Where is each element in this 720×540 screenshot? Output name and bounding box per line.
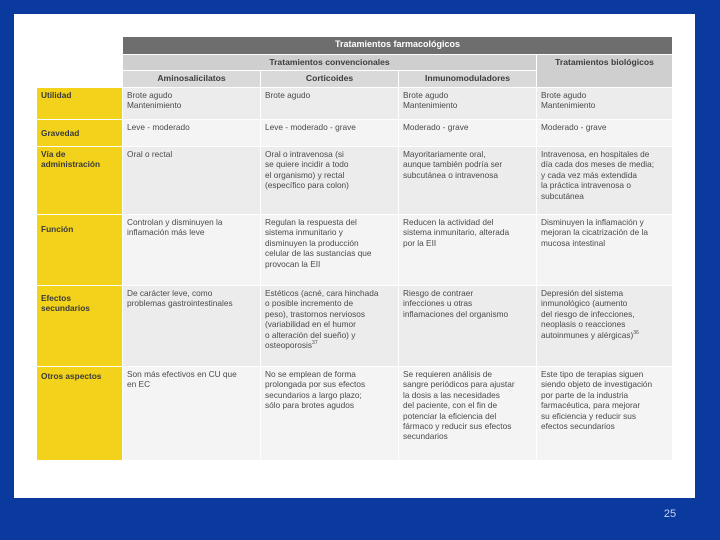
table-cell: De carácter leve, como problemas gastrointestinales [123, 286, 261, 367]
pharma-treatments-table [36, 36, 673, 461]
conventional-header: Tratamientos convencionales [123, 55, 537, 71]
table-cell: Estéticos (acné, cara hinchada o posible incremento de peso), trastornos nerviosos (variabilidad en el humor o alteración del sueño) y osteoporosis$^{37}$ [261, 286, 399, 367]
table-cell: Este tipo de terapias siguen siendo objeto de investigación por parte de la industria farmacéutica, para mejorar su eficiencia y reducir sus efectos secundarios [537, 367, 673, 461]
table-cell: Brote agudo Mantenimiento [537, 88, 673, 120]
row-label: Efectos secundarios [37, 286, 123, 367]
table-title: Tratamientos farmacológicos [123, 37, 673, 55]
table-cell: Oral o rectal [123, 147, 261, 215]
table-row-funcion [37, 215, 673, 286]
page-number: 25 [663, 508, 677, 520]
table-cell: Reducen la actividad del sistema inmunitario, alterada por la EII [399, 215, 537, 286]
table-cell: Moderado - grave [399, 120, 537, 147]
column-header-inmunomoduladores: Inmunomoduladores [399, 71, 537, 88]
table-cell: Disminuyen la inflamación y mejoran la cicatrización de la mucosa intestinal [537, 215, 673, 286]
table-cell: Regulan la respuesta del sistema inmunitario y disminuyen la producción celular de las sustancias que provocan la EII [261, 215, 399, 286]
table-row-otros-aspectos [37, 367, 673, 461]
table-row-efectos-secundarios [37, 286, 673, 367]
reference-marker: 37 [312, 340, 318, 347]
table-cell: Brote agudo Mantenimiento [123, 88, 261, 120]
row-label: Otros aspectos [37, 367, 123, 461]
table-cell: Son más efectivos en CU que en EC [123, 367, 261, 461]
table-cell: Leve - moderado [123, 120, 261, 147]
table-cell: Depresión del sistema inmunológico (aumento del riesgo de infecciones, neoplasis o reacciones autoinmunes y alérgicas)$^{36}$ [537, 286, 673, 367]
corner-cell [37, 37, 123, 88]
table-row-via-administracion [37, 147, 673, 215]
table-cell: Leve - moderado - grave [261, 120, 399, 147]
table-cell: Brote agudo [261, 88, 399, 120]
biologic-header: Tratamientos biológicos [537, 55, 673, 88]
table-cell: Oral o intravenosa (si se quiere incidir a todo el organismo) y rectal (específico para colon) [261, 147, 399, 215]
column-header-corticoides: Corticoides [261, 71, 399, 88]
reference-marker: 36 [633, 329, 639, 336]
row-label: Utilidad [37, 88, 123, 120]
table-row-utilidad [37, 88, 673, 120]
table-cell: Brote agudo Mantenimiento [399, 88, 537, 120]
row-label: Gravedad [37, 120, 123, 147]
table-cell: Se requieren análisis de sangre periódicos para ajustar la dosis a las necesidades del paciente, con el fin de potenciar la eficiencia del fármaco y reducir sus efectos secundarios [399, 367, 537, 461]
row-label: Función [37, 215, 123, 286]
table-cell: Controlan y disminuyen la inflamación más leve [123, 215, 261, 286]
table-row-gravedad [37, 120, 673, 147]
row-label: Vía de administración [37, 147, 123, 215]
column-header-aminosalicilatos: Aminosalicilatos [123, 71, 261, 88]
table-cell: Intravenosa, en hospitales de día cada dos meses de media; y cada vez más extendida la práctica intravenosa o subcutánea [537, 147, 673, 215]
table-cell: Mayoritariamente oral, aunque también podría ser subcutánea o intravenosa [399, 147, 537, 215]
table-cell: Riesgo de contraer infecciones u otras inflamaciones del organismo [399, 286, 537, 367]
table-cell: No se emplean de forma prolongada por sus efectos secundarios a largo plazo; sólo para brotes agudos [261, 367, 399, 461]
table-cell: Moderado - grave [537, 120, 673, 147]
